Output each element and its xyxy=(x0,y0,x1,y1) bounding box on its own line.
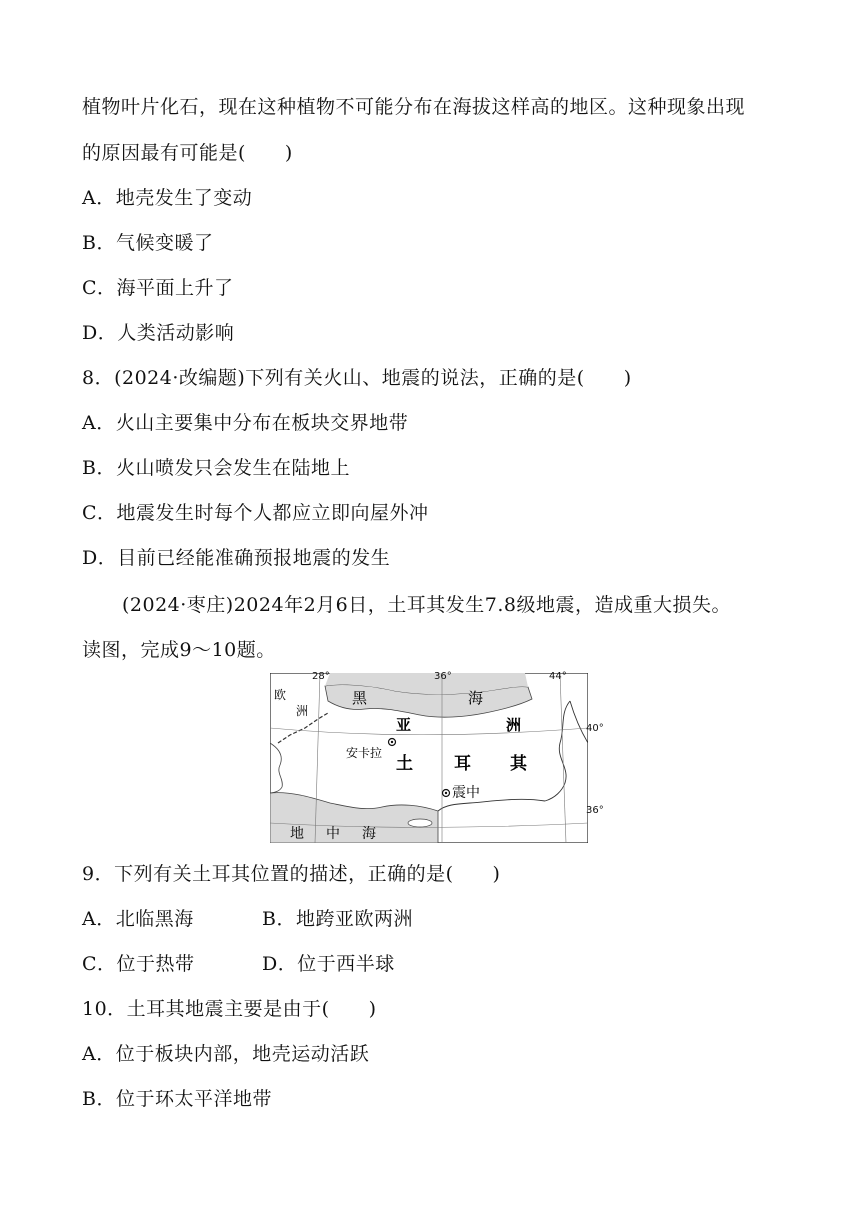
turkey-map xyxy=(270,673,588,843)
map-label-europe-bottom: 洲 xyxy=(296,704,309,718)
map-label-asia-1: 亚 xyxy=(396,716,412,734)
q7-stem-line1: 植物叶片化石，现在这种植物不可能分布在海拔这样高的地区。这种现象出现 xyxy=(82,96,746,118)
q10-stem: 10．土耳其地震主要是由于( ) xyxy=(82,998,377,1020)
q8-stem: 8．(2024·改编题)下列有关火山、地震的说法，正确的是( ) xyxy=(82,367,632,389)
map-label-med-3: 海 xyxy=(362,826,376,842)
lat-label-36: 36° xyxy=(586,805,604,816)
q7-option-d: D．人类活动影响 xyxy=(82,322,235,344)
q9-option-b: B．地跨亚欧两洲 xyxy=(262,908,413,930)
map-label-turkey-2: 耳 xyxy=(454,754,471,774)
lat-label-40: 40° xyxy=(586,723,604,734)
intro-line2: 读图，完成9～10题。 xyxy=(82,639,276,661)
q8-option-b: B．火山喷发只会发生在陆地上 xyxy=(82,457,350,479)
q8-option-d: D．目前已经能准确预报地震的发生 xyxy=(82,547,391,569)
q9-option-d: D．位于西半球 xyxy=(262,953,395,975)
q8-option-c: C．地震发生时每个人都应立即向屋外冲 xyxy=(82,502,429,524)
map-label-turkey-1: 土 xyxy=(396,754,413,774)
map-label-europe-top: 欧 xyxy=(274,688,287,702)
map-label-med-1: 地 xyxy=(290,826,304,842)
intro-line1: (2024·枣庄)2024年2月6日，土耳其发生7.8级地震，造成重大损失。 xyxy=(122,594,731,616)
map-label-turkey-3: 其 xyxy=(510,754,527,774)
q7-stem-line2: 的原因最有可能是( ) xyxy=(82,142,293,164)
q9-option-c: C．位于热带 xyxy=(82,953,195,975)
q7-option-c: C．海平面上升了 xyxy=(82,277,234,299)
map-label-med-2: 中 xyxy=(326,826,340,842)
lon-label-28: 28° xyxy=(312,671,330,682)
q10-option-a: A．位于板块内部，地壳运动活跃 xyxy=(82,1043,370,1065)
map-label-asia-2: 洲 xyxy=(506,716,522,734)
q9-option-a: A．北临黑海 xyxy=(82,908,194,930)
q9-stem: 9．下列有关土耳其位置的描述，正确的是( ) xyxy=(82,863,501,885)
map-label-black-1: 黑 xyxy=(352,689,368,707)
map-label-black-2: 海 xyxy=(468,689,484,707)
lon-label-44: 44° xyxy=(549,671,567,682)
map-label-ankara: 安卡拉 xyxy=(346,746,383,760)
cyprus xyxy=(408,819,432,827)
q7-option-a: A．地壳发生了变动 xyxy=(82,187,253,209)
q8-option-a: A．火山主要集中分布在板块交界地带 xyxy=(82,412,409,434)
q10-option-b: B．位于环太平洋地带 xyxy=(82,1088,272,1110)
lon-label-36: 36° xyxy=(434,671,452,682)
q7-option-b: B．气候变暖了 xyxy=(82,232,214,254)
map-label-epicenter: 震中 xyxy=(452,785,480,801)
